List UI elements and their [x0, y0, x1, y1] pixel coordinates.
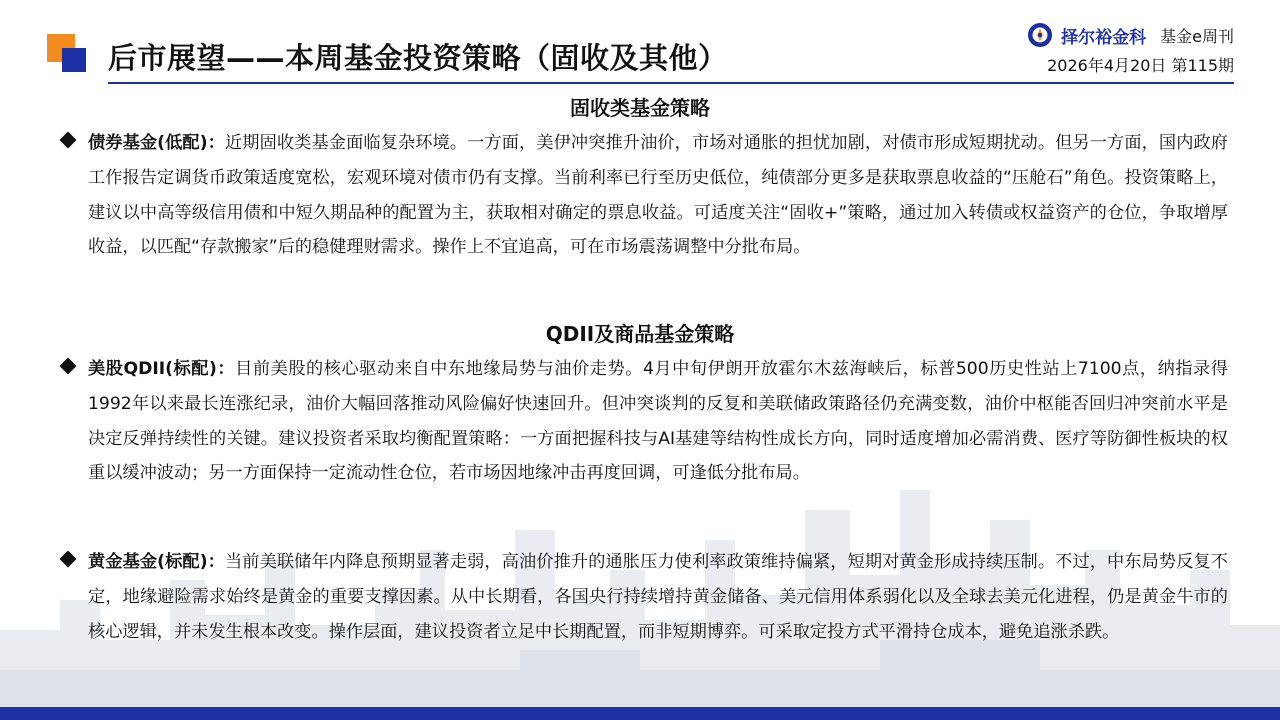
- bullet-label: 黄金基金(标配)：: [88, 552, 225, 572]
- bullet-text: [88, 352, 1228, 491]
- brand-logo-icon: [1027, 22, 1053, 48]
- issue-date: 2026年4月20日 第115期: [1047, 56, 1234, 75]
- bullet-text: [88, 126, 1228, 265]
- bullet-body: 当前美联储年内降息预期显著走弱，高油价推升的通胀压力使利率政策维持偏紧，短期对黄金形成持续压制。不过，中东局势反复不定，地缘避险需求始终是黄金的重要支撑因素。从中长期看，各国央行持续增持黄金储备、美元信用体系弱化以及全球去美元化进程，仍是黄金牛市的核心逻辑，并未发生根本改变。操作层面，建议投资者立足中长期配置，而非短期博弈。可采取定投方式平滑持仓成本，避免追涨杀跌。: [88, 552, 1228, 642]
- brand: [1027, 22, 1234, 48]
- header-divider: [108, 82, 1234, 84]
- brand-name: 择尔裕金科: [1061, 27, 1147, 48]
- diamond-bullet-icon: [60, 358, 77, 375]
- diamond-bullet-icon: [60, 551, 77, 568]
- bullet-bond-fund: [58, 126, 1228, 265]
- bullet-gold-fund: [58, 545, 1228, 649]
- section-heading-fixed-income: 固收类基金策略: [570, 96, 710, 120]
- diamond-bullet-icon: [60, 132, 77, 149]
- bullet-label: 美股QDII(标配)：: [88, 359, 236, 379]
- blue-square-decoration: [62, 48, 86, 72]
- publication-name: 基金e周刊: [1160, 26, 1234, 46]
- bullet-label: 债券基金(低配)：: [88, 133, 225, 153]
- bullet-body: 近期固收类基金面临复杂环境。一方面，美伊冲突推升油价，市场对通胀的担忧加剧，对债市形成短期扰动。但另一方面，国内政府工作报告定调货币政策适度宽松，宏观环境对债市仍有支撑。当前利率已行至历史低位，纯债部分更多是获取票息收益的“压舱石”角色。投资策略上，建议以中高等级信用债和中短久期品种的配置为主，获取相对确定的票息收益。可适度关注“固收+”策略，通过加入转债或权益资产的仓位，争取增厚收益，以匹配“存款搬家”后的稳健理财需求。操作上不宜追高，可在市场震荡调整中分批布局。: [88, 133, 1228, 258]
- bullet-text: [88, 545, 1228, 649]
- bullet-body: 目前美股的核心驱动来自中东地缘局势与油价走势。4月中旬伊朗开放霍尔木兹海峡后，标普500历史性站上7100点，纳指录得1992年以来最长连涨纪录，油价大幅回落推动风险偏好快速回升。但冲突谈判的反复和美联储政策路径仍充满变数，油价中枢能否回归冲突前水平是决定反弹持续性的关键。建议投资者采取均衡配置策略：一方面把握科技与AI基建等结构性成长方向，同时适度增加必需消费、医疗等防御性板块的权重以缓冲波动；另一方面保持一定流动性仓位，若市场因地缘冲击再度回调，可逢低分批布局。: [88, 359, 1228, 484]
- bullet-us-qdii: [58, 352, 1228, 491]
- section-heading-qdii: QDII及商品基金策略: [545, 322, 735, 346]
- footer-bar: [0, 707, 1280, 720]
- page-title: 后市展望——本周基金投资策略（固收及其他）: [108, 41, 728, 75]
